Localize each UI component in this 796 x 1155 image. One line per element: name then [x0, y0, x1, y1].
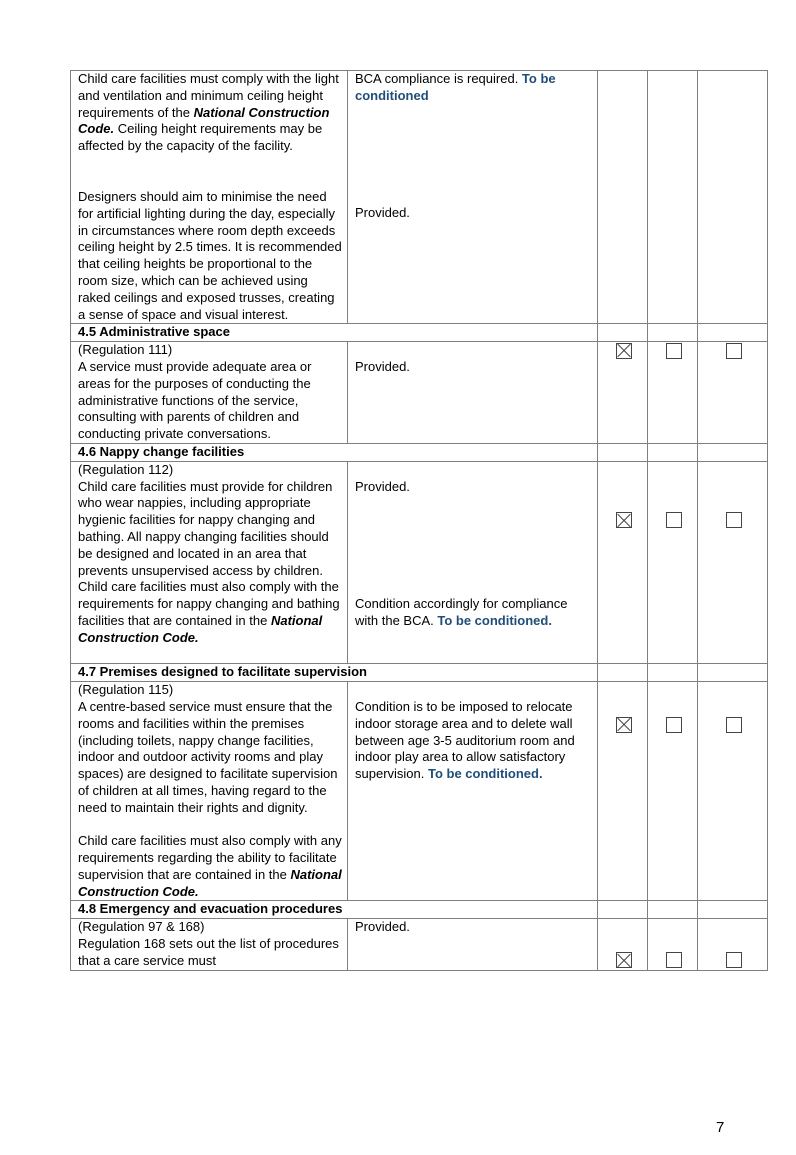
ncc-reference: National Construction Code.	[78, 104, 330, 137]
condition-note: To be conditioned.	[427, 766, 543, 782]
requirement-cell: (Regulation 112) Child care facilities must provide for children who wear nappies, including appropriate hygienic facilities for nappy changing and bathing. All nappy changing facilities should be designed and located in an area that prevents unsupervised access by children. Child care facilities must also comply with the requirements for nappy changing and bathing facilities that are contained in the National Construction Code.	[71, 461, 348, 664]
section-heading-row	[71, 443, 768, 461]
comment-cell: Provided. Condition accordingly for compliance with the BCA. To be conditioned.	[348, 461, 598, 664]
checked-checkbox[interactable]	[616, 512, 632, 528]
requirement-text: Designers should aim to minimise the need for artificial lighting during the day, especially in circumstances where room depth exceeds ceiling height by 2.5 times. It is recommended that ceiling heights be proportional to the room size, which can be achieved using raked ceilings and exposed trusses, creating a sense of space and visual interest.	[78, 189, 342, 322]
section-heading-row	[71, 324, 768, 342]
requirement-text: A service must provide adequate area or areas for the purposes of conducting the administrative functions of the service, consulting with parents of children and conducting private conversations.	[78, 358, 312, 442]
table-row	[71, 682, 768, 901]
compliance-table	[70, 70, 768, 971]
empty-checkbox[interactable]	[666, 952, 682, 968]
checked-checkbox[interactable]	[616, 343, 632, 359]
empty-checkbox[interactable]	[726, 512, 742, 528]
comment-text: Provided.	[355, 919, 410, 935]
regulation-reference: (Regulation 97 & 168)	[78, 919, 205, 935]
requirement-text: Regulation 168 sets out the list of procedures that a care service must	[78, 936, 339, 968]
empty-checkbox[interactable]	[726, 343, 742, 359]
table-row	[71, 71, 768, 324]
section-heading-row	[71, 664, 768, 682]
table-row	[71, 342, 768, 444]
empty-checkbox[interactable]	[726, 952, 742, 968]
section-heading: 4.6 Nappy change facilities	[71, 443, 598, 461]
page-number: 7	[716, 1119, 725, 1136]
table-row	[71, 461, 768, 664]
requirement-cell	[71, 342, 348, 444]
regulation-reference: (Regulation 111)	[78, 342, 173, 358]
condition-note: To be conditioned.	[437, 612, 552, 628]
checked-checkbox[interactable]	[616, 717, 632, 733]
regulation-reference: (Regulation 112)	[78, 461, 174, 477]
ncc-reference: National Construction Code.	[78, 612, 323, 645]
empty-checkbox[interactable]	[666, 717, 682, 733]
section-heading: 4.7 Premises designed to facilitate supervision	[71, 664, 598, 682]
requirement-text: A centre-based service must ensure that the rooms and facilities within the premises (including toilets, nappy change facilities, indoor and outdoor activity rooms and play spaces) are designed to facilitate supervision of children at all times, having regard to the need to maintain their rights and dignity.	[78, 698, 338, 815]
condition-note: To be conditioned	[355, 71, 556, 103]
section-heading: 4.5 Administrative space	[71, 324, 598, 342]
section-heading: 4.8 Emergency and evacuation procedures	[71, 901, 598, 919]
section-heading-row	[71, 901, 768, 919]
comment-cell	[348, 342, 598, 444]
requirement-cell: (Regulation 115) A centre-based service must ensure that the rooms and facilities within the premises (including toilets, nappy change facilities, indoor and outdoor activity rooms and play spaces) are designed to facilitate supervision of children at all times, having regard to the need to maintain their rights and dignity. Child care facilities must also comply with any requirements regarding the ability to facilitate supervision that are contained in the National Construction Code.	[71, 682, 348, 901]
empty-checkbox[interactable]	[666, 343, 682, 359]
checked-checkbox[interactable]	[616, 952, 632, 968]
comment-cell	[348, 919, 598, 970]
requirement-cell	[71, 919, 348, 970]
comment-cell: BCA compliance is required. To be conditioned Provided.	[348, 71, 598, 324]
empty-checkbox[interactable]	[726, 717, 742, 733]
requirement-cell: Child care facilities must comply with the light and ventilation and minimum ceiling height requirements of the National Construction Code. Ceiling height requirements may be affected by the capacity of the facility. Designers should aim to minimise the need for artificial lighting during the day, especially in circumstances where room depth exceeds ceiling height by 2.5 times. It is recommended that ceiling heights be proportional to the room size, which can be achieved using raked ceilings and exposed trusses, creating a sense of space and visual interest.	[71, 71, 348, 324]
requirement-text: Child care facilities must provide for children who wear nappies, including appropriate hygienic facilities for nappy changing and bathing. All nappy changing facilities should be designed and located in an area that prevents unsupervised access by children.	[78, 478, 333, 578]
empty-checkbox[interactable]	[666, 512, 682, 528]
comment-text: Provided.	[355, 478, 410, 494]
ncc-reference: National Construction Code.	[78, 866, 342, 899]
comment-text: Provided.	[355, 205, 410, 220]
comment-cell: Condition is to be imposed to relocate indoor storage area and to delete wall between age 3-5 auditorium room and indoor play area to allow satisfactory supervision. To be conditioned.	[348, 682, 598, 901]
table-row	[71, 919, 768, 970]
regulation-reference: (Regulation 115)	[78, 682, 174, 698]
comment-text: Provided.	[355, 358, 410, 374]
